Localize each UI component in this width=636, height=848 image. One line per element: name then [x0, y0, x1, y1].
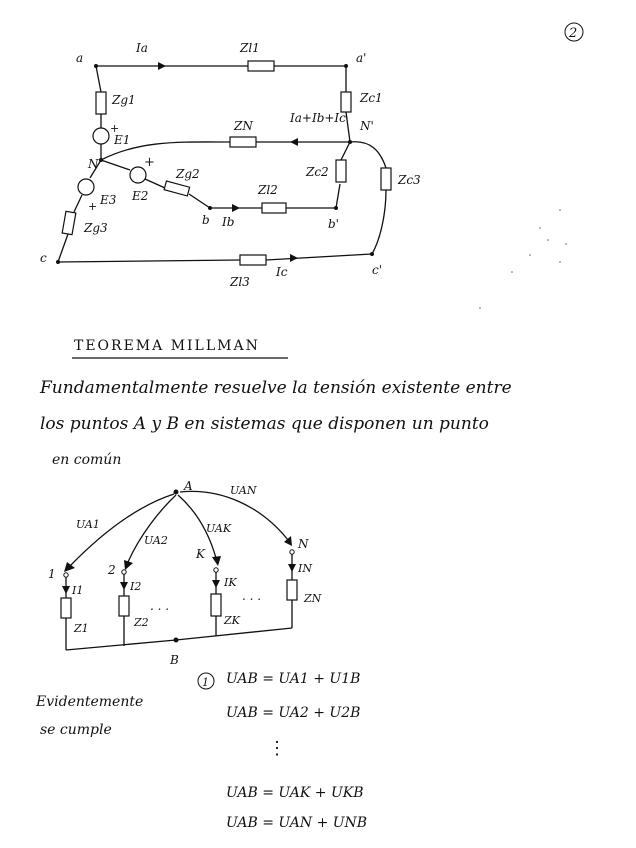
in-label: IN — [298, 562, 312, 575]
node-c-label: c — [40, 251, 47, 265]
uak-label: UAK — [206, 522, 232, 535]
zl3-resistor — [240, 255, 266, 265]
zl3-label: Zl3 — [230, 275, 250, 289]
ib-arrow — [232, 204, 240, 212]
node-b-label: b — [202, 213, 210, 227]
node-a-label: A — [184, 479, 193, 493]
node-a-label: a — [76, 51, 84, 65]
zc1-label: Zc1 — [360, 91, 383, 105]
node-n-prime-label: N' — [360, 119, 374, 133]
e3-plus: + — [88, 200, 98, 213]
uan-label: UAN — [230, 484, 257, 497]
zc3-label: Zc3 — [398, 173, 421, 187]
equation-3: UAB = UAK + UKB — [226, 785, 364, 801]
scan-noise — [479, 209, 567, 309]
evidence-line-2: se cumple — [40, 722, 112, 738]
node-a-prime-label: a' — [356, 51, 367, 65]
zc1-resistor — [341, 92, 351, 112]
branch-2-label: 2 — [108, 563, 116, 577]
branch-k-label: K — [196, 547, 205, 561]
three-phase-circuit — [40, 41, 421, 289]
node-b-prime-label: b' — [328, 217, 339, 231]
ia-arrow — [158, 62, 166, 70]
i2-label: I2 — [130, 580, 142, 593]
equation-1: UAB = UA1 + U1B — [226, 671, 361, 687]
in-sum-label: Ia+Ib+Ic — [290, 111, 346, 125]
zg2-resistor — [164, 181, 190, 196]
e2-plus: + — [144, 155, 155, 170]
ellipsis-2: . . . — [242, 589, 262, 603]
e1-label: E1 — [114, 133, 131, 147]
zg2-label: Zg2 — [176, 167, 200, 181]
ua1-label: UA1 — [76, 518, 100, 531]
ia-label: Ia — [136, 41, 148, 55]
branch-1-label: 1 — [48, 567, 56, 581]
zk-label: ZK — [224, 614, 240, 627]
equation-4: UAB = UAN + UNB — [226, 815, 368, 831]
section-line-2: los puntos A y B en sistemas que disponen un punto — [40, 414, 489, 434]
page-number: 2 — [569, 26, 578, 41]
equation-2: UAB = UA2 + U2B — [226, 705, 361, 721]
ua2-arrow — [128, 495, 176, 562]
zg3-label: Zg3 — [84, 221, 108, 235]
zc2-resistor — [336, 160, 346, 182]
zn-label: ZN — [234, 119, 253, 133]
equation-vdots: ⋮ — [268, 738, 286, 759]
ic-arrow — [290, 254, 298, 262]
zc2-label: Zc2 — [306, 165, 329, 179]
zg1-resistor — [96, 92, 106, 114]
zn-resistor — [230, 137, 256, 147]
zl1-resistor — [248, 61, 274, 71]
e1-plus: + — [110, 122, 120, 135]
zl2-resistor — [262, 203, 286, 213]
ik-label: IK — [224, 576, 237, 589]
zn-label: ZN — [304, 592, 322, 605]
i1-label: I1 — [72, 584, 84, 597]
evidence-line-1: Evidentemente — [36, 694, 144, 710]
z2-label: Z2 — [134, 616, 149, 629]
millman-circuit — [48, 479, 322, 667]
section-line-1: Fundamentalmente resuelve la tensión existente entre — [40, 378, 512, 398]
node-b-label: B — [170, 653, 179, 667]
node-c-prime-label: c' — [372, 263, 383, 277]
section-title: TEOREMA MILLMAN — [74, 338, 260, 354]
e3-source — [78, 179, 94, 195]
equation-marker: 1 — [202, 676, 209, 689]
section-line-3: en común — [52, 452, 122, 468]
ua2-label: UA2 — [144, 534, 168, 547]
e2-label: E2 — [132, 189, 149, 203]
branch-n-label: N — [298, 537, 309, 551]
zl2-label: Zl2 — [258, 183, 278, 197]
z1-label: Z1 — [74, 622, 89, 635]
node-n-label: N — [88, 157, 99, 171]
ib-label: Ib — [222, 215, 235, 229]
zc3-resistor — [381, 168, 391, 190]
zg1-label: Zg1 — [112, 93, 136, 107]
in-arrow — [290, 138, 298, 146]
e1-source — [93, 128, 109, 144]
ellipsis-1: . . . — [150, 599, 170, 613]
ic-label: Ic — [276, 265, 288, 279]
zl1-label: Zl1 — [240, 41, 260, 55]
e3-label: E3 — [100, 193, 117, 207]
zg3-resistor — [62, 211, 76, 234]
